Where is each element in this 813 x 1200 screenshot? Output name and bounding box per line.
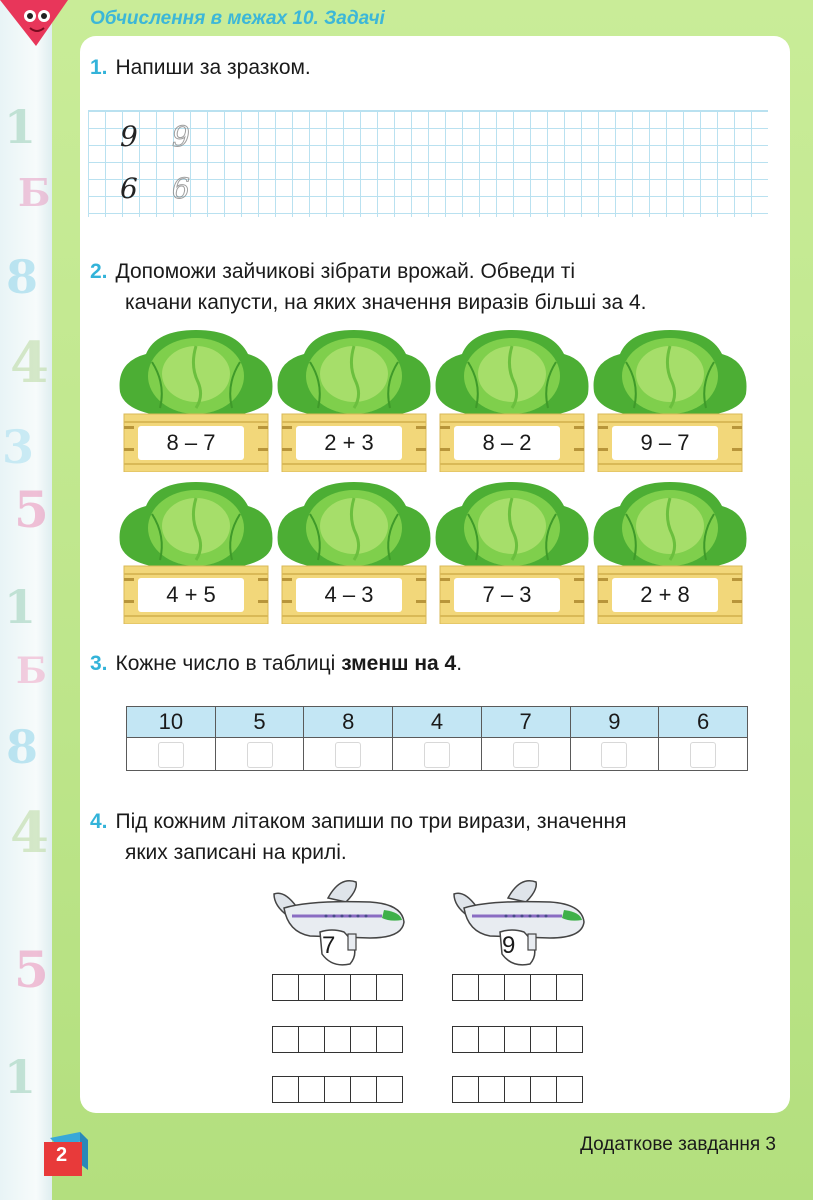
task-3-instruction	[90, 648, 462, 679]
answer-cell[interactable]	[556, 1076, 583, 1103]
answer-cell[interactable]	[272, 1026, 299, 1053]
traced-digit: 9	[172, 120, 190, 153]
decorative-number-strip	[0, 0, 52, 1200]
expression-label: 2 + 8	[612, 578, 718, 612]
task-text-bold: зменш на 4	[341, 652, 457, 675]
answer-cell[interactable]	[452, 1026, 479, 1053]
task-1-instruction	[90, 52, 311, 83]
task-2-instruction	[90, 256, 647, 318]
expression-answer-row	[452, 974, 582, 1001]
task-number: 4.	[90, 810, 108, 833]
cabbage-card[interactable]	[274, 322, 434, 472]
answer-cell[interactable]	[298, 1076, 325, 1103]
task-number: 1.	[90, 56, 108, 79]
decor-digit: 5	[14, 480, 49, 539]
answer-cell[interactable]	[376, 974, 403, 1001]
decor-digit: 1	[4, 580, 37, 634]
writing-grid[interactable]	[88, 110, 768, 217]
airplane	[270, 876, 410, 966]
decor-digit: 4	[10, 800, 49, 866]
table-cell: 6	[659, 707, 748, 738]
answer-cell[interactable]	[393, 738, 482, 771]
answer-cell[interactable]	[350, 974, 377, 1001]
answer-cell[interactable]	[481, 738, 570, 771]
answer-cell[interactable]	[127, 738, 216, 771]
page-header-title: Обчислення в межах 10. Задачі	[90, 8, 385, 29]
decor-digit: 1	[4, 1050, 37, 1104]
task-number: 3.	[90, 652, 108, 675]
cabbage-card[interactable]	[116, 322, 276, 472]
decor-digit: 3	[2, 420, 35, 474]
airplane-icon	[270, 876, 410, 968]
table-cell: 9	[570, 707, 659, 738]
answer-cell[interactable]	[556, 1026, 583, 1053]
answer-cell[interactable]	[504, 974, 531, 1001]
answer-cell[interactable]	[272, 1076, 299, 1103]
sample-digit: 6	[120, 172, 138, 205]
expression-answer-row	[452, 1076, 582, 1103]
decor-digit: 1	[4, 100, 37, 154]
task-text: качани капусти, на яких значення виразів більші за 4.	[125, 291, 647, 314]
answer-cell[interactable]	[530, 1026, 557, 1053]
table-cell: 8	[304, 707, 393, 738]
expression-label: 8 – 2	[454, 426, 560, 460]
answer-cell[interactable]	[324, 1026, 351, 1053]
answer-cell[interactable]	[350, 1076, 377, 1103]
answer-box[interactable]	[247, 742, 273, 768]
table-cell: 7	[481, 707, 570, 738]
table-cell: 5	[215, 707, 304, 738]
task-text: Напиши за зразком.	[115, 56, 311, 79]
task-number: 2.	[90, 260, 108, 283]
task-text: Під кожним літаком запиши по три вирази, значення	[115, 810, 627, 833]
decor-digit: Б	[18, 170, 51, 215]
answer-box[interactable]	[335, 742, 361, 768]
decrease-table	[126, 706, 748, 771]
table-cell: 10	[127, 707, 216, 738]
page-number: 2	[56, 1144, 68, 1166]
cabbage-card[interactable]	[274, 474, 434, 624]
airplane-icon	[450, 876, 590, 968]
table-cell: 4	[393, 707, 482, 738]
answer-cell[interactable]	[272, 974, 299, 1001]
answer-box[interactable]	[513, 742, 539, 768]
answer-cell[interactable]	[298, 1026, 325, 1053]
decor-digit: 5	[14, 940, 49, 999]
task-text: Кожне число в таблиці	[115, 652, 342, 675]
answer-box[interactable]	[158, 742, 184, 768]
task-4-instruction	[90, 806, 626, 868]
answer-cell[interactable]	[570, 738, 659, 771]
answer-cell[interactable]	[215, 738, 304, 771]
answer-cell[interactable]	[452, 974, 479, 1001]
expression-label: 9 – 7	[612, 426, 718, 460]
cabbage-card[interactable]	[590, 322, 750, 472]
decor-digit: 8	[6, 720, 39, 774]
answer-cell[interactable]	[304, 738, 393, 771]
decor-digit: 4	[10, 330, 49, 396]
task-text: Допоможи зайчикові зібрати врожай. Обведи ті	[115, 260, 576, 283]
answer-cell[interactable]	[556, 974, 583, 1001]
answer-cell[interactable]	[298, 974, 325, 1001]
answer-cell[interactable]	[530, 1076, 557, 1103]
answer-cell[interactable]	[324, 974, 351, 1001]
triangle-mascot-icon	[0, 0, 70, 50]
page-number-cube	[40, 1130, 88, 1178]
expression-answer-row	[272, 1076, 402, 1103]
answer-cell[interactable]	[376, 1026, 403, 1053]
answer-cell[interactable]	[530, 974, 557, 1001]
answer-cell[interactable]	[324, 1076, 351, 1103]
answer-cell[interactable]	[659, 738, 748, 771]
airplane	[450, 876, 590, 966]
answer-cell[interactable]	[478, 1076, 505, 1103]
answer-cell[interactable]	[376, 1076, 403, 1103]
expression-label: 2 + 3	[296, 426, 402, 460]
answer-cell[interactable]	[478, 1026, 505, 1053]
answer-cell[interactable]	[478, 974, 505, 1001]
task-text: яких записані на крилі.	[125, 841, 347, 864]
answer-cell[interactable]	[452, 1076, 479, 1103]
decor-digit: Б	[16, 650, 47, 692]
answer-box[interactable]	[690, 742, 716, 768]
answer-cell[interactable]	[504, 1026, 531, 1053]
cabbage-card[interactable]	[590, 474, 750, 624]
cabbage-card[interactable]	[432, 322, 592, 472]
answer-cell[interactable]	[350, 1026, 377, 1053]
wing-value: 9	[502, 932, 516, 959]
expression-label: 8 – 7	[138, 426, 244, 460]
cabbage-card[interactable]	[116, 474, 276, 624]
footer-label: Додаткове завдання 3	[580, 1134, 776, 1155]
sample-digit: 9	[120, 120, 138, 153]
expression-answer-row	[272, 1026, 402, 1053]
expression-label: 7 – 3	[454, 578, 560, 612]
expression-label: 4 + 5	[138, 578, 244, 612]
cabbage-card[interactable]	[432, 474, 592, 624]
answer-cell[interactable]	[504, 1076, 531, 1103]
decor-digit: 8	[6, 250, 39, 304]
answer-box[interactable]	[601, 742, 627, 768]
wing-value: 7	[322, 932, 336, 959]
traced-digit: 6	[172, 172, 190, 205]
task-text: .	[456, 652, 463, 675]
expression-answer-row	[272, 974, 402, 1001]
expression-label: 4 – 3	[296, 578, 402, 612]
answer-box[interactable]	[424, 742, 450, 768]
expression-answer-row	[452, 1026, 582, 1053]
